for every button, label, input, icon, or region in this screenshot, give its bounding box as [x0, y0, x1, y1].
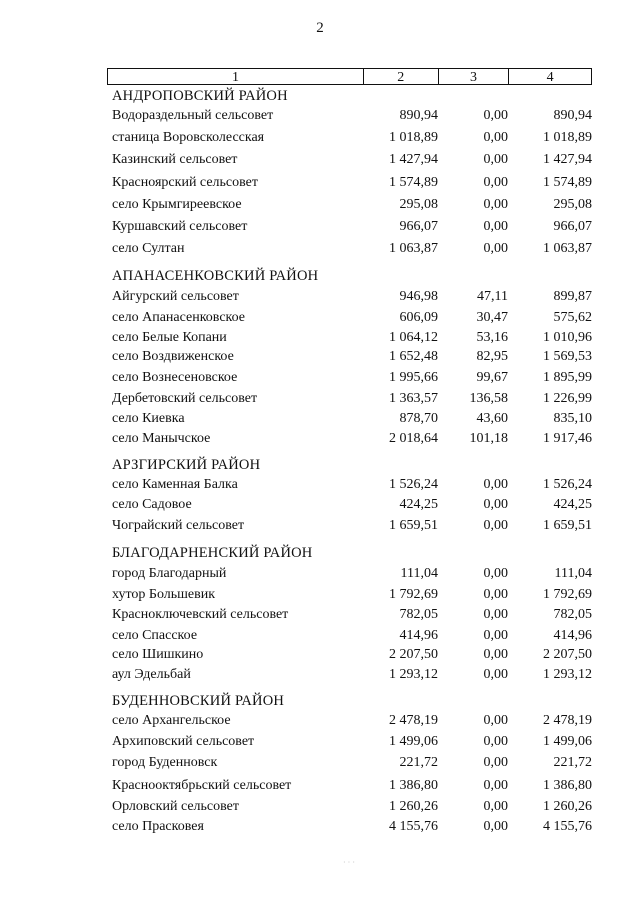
value-col-4: 111,04 [554, 566, 592, 581]
value-col-2: 1 526,24 [389, 477, 438, 492]
district-heading: АРЗГИРСКИЙ РАЙОН [112, 457, 261, 473]
table-row [112, 219, 592, 237]
value-col-2: 2 207,50 [389, 647, 438, 662]
table-row [112, 734, 592, 752]
value-col-4: 2 207,50 [543, 647, 592, 662]
value-col-4: 782,05 [553, 607, 592, 622]
value-col-2: 295,08 [399, 197, 438, 212]
value-col-3: 0,00 [483, 778, 508, 793]
table-row [112, 628, 592, 646]
value-col-3: 0,00 [483, 197, 508, 212]
settlement-name: село Султан [112, 241, 185, 256]
table-row [112, 587, 592, 605]
value-col-2: 966,07 [399, 219, 438, 234]
value-col-4: 1 010,96 [543, 330, 592, 345]
table-row [112, 411, 592, 429]
header-col-4: 4 [546, 70, 554, 85]
table-row [112, 799, 592, 817]
table-row [112, 310, 592, 328]
value-col-4: 1 427,94 [543, 152, 592, 167]
value-col-3: 0,00 [483, 628, 508, 643]
district-heading: БЛАГОДАРНЕНСКИЙ РАЙОН [112, 545, 313, 561]
settlement-name: Архиповский сельсовет [112, 734, 255, 749]
value-col-2: 1 260,26 [389, 799, 438, 814]
value-col-3: 0,00 [483, 241, 508, 256]
district-heading: БУДЕННОВСКИЙ РАЙОН [112, 693, 285, 709]
value-col-4: 966,07 [553, 219, 592, 234]
header-col-2: 2 [364, 69, 439, 84]
settlement-name: город Благодарный [112, 566, 227, 581]
value-col-4: 1 386,80 [543, 778, 592, 793]
settlement-name: хутор Большевик [112, 587, 216, 602]
value-col-4: 221,72 [553, 755, 592, 770]
value-col-3: 0,00 [483, 587, 508, 602]
value-col-2: 1 995,66 [389, 370, 438, 385]
page-number: 2 [316, 20, 324, 36]
settlement-name: село Садовое [112, 497, 192, 512]
settlement-name: Дербетовский сельсовет [112, 391, 258, 406]
settlement-name: Водораздельный сельсовет [112, 108, 274, 123]
value-col-2: 221,72 [399, 755, 438, 770]
settlement-name: село Шишкино [112, 647, 204, 662]
table-row [112, 431, 592, 449]
table-row [112, 289, 592, 307]
table-row [112, 391, 592, 409]
value-col-3: 0,00 [483, 219, 508, 234]
settlement-name: Чограйский сельсовет [112, 518, 245, 533]
value-col-2: 1 574,89 [389, 175, 438, 190]
table-row [112, 778, 592, 796]
value-col-2: 4 155,76 [389, 819, 438, 834]
table-row [112, 241, 592, 259]
settlement-name: Краснооктябрьский сельсовет [112, 778, 292, 793]
value-col-4: 1 569,53 [543, 349, 592, 364]
value-col-2: 1 293,12 [389, 667, 438, 682]
value-col-3: 136,58 [469, 391, 508, 406]
value-col-2: 1 792,69 [389, 587, 438, 602]
settlement-name: село Апанасенковское [112, 310, 246, 325]
value-col-2: 782,05 [399, 607, 438, 622]
value-col-4: 1 792,69 [543, 587, 592, 602]
settlement-name: Казинский сельсовет [112, 152, 238, 167]
settlement-name: Красноключевский сельсовет [112, 607, 289, 622]
table-row [112, 497, 592, 515]
settlement-name: село Архангельское [112, 713, 231, 728]
value-col-4: 4 155,76 [543, 819, 592, 834]
value-col-4: 414,96 [553, 628, 592, 643]
table-row [112, 518, 592, 536]
table-row [112, 566, 592, 584]
value-col-2: 878,70 [399, 411, 438, 426]
table-row [112, 370, 592, 388]
settlement-name: село Киевка [112, 411, 185, 426]
value-col-2: 1 063,87 [389, 241, 438, 256]
value-col-3: 0,00 [483, 819, 508, 834]
value-col-2: 890,94 [399, 108, 438, 123]
value-col-3: 0,00 [483, 647, 508, 662]
value-col-4: 575,62 [553, 310, 592, 325]
value-col-4: 424,25 [553, 497, 592, 512]
value-col-2: 111,04 [400, 566, 438, 581]
value-col-2: 1 363,57 [389, 391, 438, 406]
value-col-3: 0,00 [483, 477, 508, 492]
value-col-4: 1 018,89 [543, 130, 592, 145]
settlement-name: аул Эдельбай [112, 667, 191, 682]
header-col-3: 3 [439, 69, 510, 84]
settlement-name: село Крымгиреевское [112, 197, 242, 212]
value-col-3: 0,00 [483, 667, 508, 682]
value-col-3: 101,18 [469, 431, 508, 446]
settlement-name: село Вознесеновское [112, 370, 238, 385]
value-col-3: 0,00 [483, 799, 508, 814]
table-row [112, 667, 592, 685]
table-row [112, 152, 592, 170]
table-row [112, 647, 592, 665]
table-row [112, 819, 592, 837]
value-col-3: 82,95 [476, 349, 508, 364]
value-col-3: 0,00 [483, 497, 508, 512]
value-col-2: 1 427,94 [389, 152, 438, 167]
value-col-4: 1 226,99 [543, 391, 592, 406]
value-col-4: 295,08 [553, 197, 592, 212]
value-col-2: 424,25 [399, 497, 438, 512]
value-col-4: 2 478,19 [543, 713, 592, 728]
value-col-3: 0,00 [483, 175, 508, 190]
table-row [112, 755, 592, 773]
value-col-4: 1 526,24 [543, 477, 592, 492]
value-col-4: 1 574,89 [543, 175, 592, 190]
settlement-name: Орловский сельсовет [112, 799, 239, 814]
value-col-4: 1 499,06 [543, 734, 592, 749]
scan-artifact: · · · [343, 858, 355, 867]
settlement-name: город Буденновск [112, 755, 218, 770]
table-row [112, 175, 592, 193]
table-row [112, 330, 592, 348]
value-col-4: 1 917,46 [543, 431, 592, 446]
value-col-3: 0,00 [483, 566, 508, 581]
settlement-name: станица Воровсколесская [112, 130, 265, 145]
value-col-3: 0,00 [483, 713, 508, 728]
value-col-3: 0,00 [483, 152, 508, 167]
value-col-2: 414,96 [399, 628, 438, 643]
settlement-name: село Прасковея [112, 819, 204, 834]
value-col-4: 1 260,26 [543, 799, 592, 814]
value-col-3: 0,00 [483, 734, 508, 749]
table-row [112, 197, 592, 215]
value-col-4: 835,10 [553, 411, 592, 426]
settlement-name: Куршавский сельсовет [112, 219, 248, 234]
value-col-4: 1 063,87 [543, 241, 592, 256]
settlement-name: Красноярский сельсовет [112, 175, 258, 190]
value-col-3: 43,60 [476, 411, 508, 426]
value-col-3: 0,00 [483, 755, 508, 770]
value-col-2: 1 499,06 [389, 734, 438, 749]
settlement-name: село Каменная Балка [112, 477, 238, 492]
table-row [112, 130, 592, 148]
value-col-3: 30,47 [476, 310, 508, 325]
value-col-2: 1 064,12 [389, 330, 438, 345]
value-col-3: 0,00 [483, 607, 508, 622]
value-col-2: 606,09 [399, 310, 438, 325]
value-col-2: 1 659,51 [389, 518, 438, 533]
value-col-3: 0,00 [483, 130, 508, 145]
value-col-3: 99,67 [476, 370, 508, 385]
table-row [112, 108, 592, 126]
value-col-2: 1 018,89 [389, 130, 438, 145]
settlement-name: село Манычское [112, 431, 211, 446]
value-col-3: 47,11 [477, 289, 508, 304]
table-row [112, 607, 592, 625]
table-row [112, 713, 592, 731]
value-col-2: 2 018,64 [389, 431, 438, 446]
value-col-2: 2 478,19 [389, 713, 438, 728]
value-col-2: 1 386,80 [389, 778, 438, 793]
header-col-1: 1 [108, 69, 364, 84]
value-col-4: 890,94 [553, 108, 592, 123]
settlement-name: село Спасское [112, 628, 198, 643]
value-col-4: 1 293,12 [543, 667, 592, 682]
value-col-4: 1 895,99 [543, 370, 592, 385]
settlement-name: село Воздвиженское [112, 349, 234, 364]
value-col-2: 1 652,48 [389, 349, 438, 364]
value-col-3: 0,00 [483, 108, 508, 123]
settlement-name: село Белые Копани [112, 330, 227, 345]
table-row [112, 477, 592, 495]
district-heading: АНДРОПОВСКИЙ РАЙОН [112, 88, 288, 104]
value-col-2: 946,98 [399, 289, 438, 304]
value-col-3: 0,00 [483, 518, 508, 533]
settlement-name: Айгурский сельсовет [112, 289, 239, 304]
table-row [112, 349, 592, 367]
value-col-4: 899,87 [553, 289, 592, 304]
value-col-3: 53,16 [476, 330, 508, 345]
district-heading: АПАНАСЕНКОВСКИЙ РАЙОН [112, 268, 319, 284]
value-col-4: 1 659,51 [543, 518, 592, 533]
